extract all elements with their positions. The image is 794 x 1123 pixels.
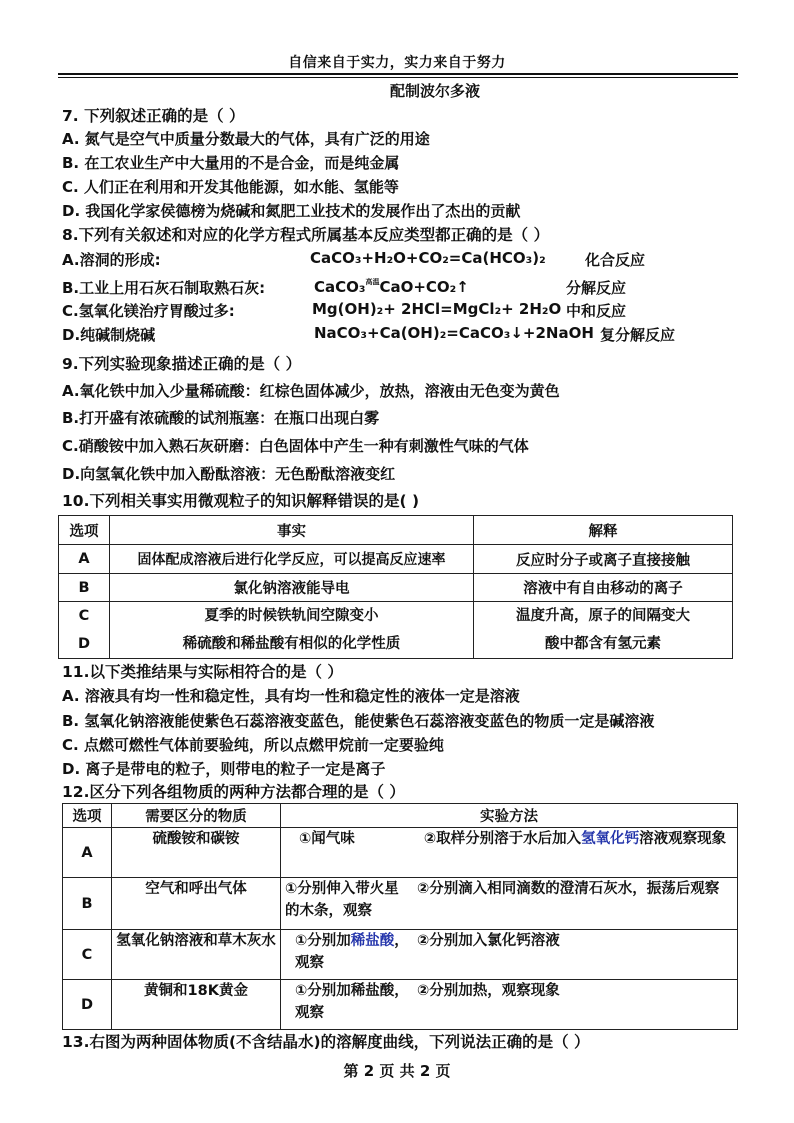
q8-a-desc: A.溶洞的形成: [62, 251, 161, 269]
header-rule [58, 73, 738, 75]
q12-cell: ①分别伸入带火星的木条，观察 [281, 878, 414, 930]
table-row [63, 828, 738, 878]
q10-header-fact: 事实 [110, 516, 474, 545]
q13-stem: 13.右图为两种固体物质(不含结晶水)的溶解度曲线，下列说法正确的是（ ） [62, 1033, 590, 1051]
header-motto: 自信来自于实力，实力来自于努力 [288, 55, 506, 71]
q8-c-type: 中和反应 [566, 302, 627, 320]
q10-cell-facts: 夏季的时候铁轨间空隙变小 稀硫酸和稀盐酸有相似的化学性质 [110, 602, 474, 659]
q11-option-c: C. 点燃可燃性气体前要验纯，所以点燃甲烷前一定要验纯 [62, 736, 444, 754]
q10-cell: 反应时分子或离子直接接触 [474, 545, 733, 574]
q10-header-option: 选项 [59, 516, 110, 545]
q12-cell: C [63, 930, 112, 980]
q11-option-b: B. 氢氧化钠溶液能使紫色石蕊溶液变蓝色，能使紫色石蕊溶液变蓝色的物质一定是碱溶液 [62, 712, 655, 730]
q12-cell: ②取样分别溶于水后加入氢氧化钙溶液观察现象 [413, 828, 738, 878]
q10-table [58, 515, 733, 659]
table-row [59, 545, 733, 574]
q9-stem: 9.下列实验现象描述正确的是（ ） [62, 355, 302, 373]
q7-option-c: C. 人们正在利用和开发其他能源，如水能、氢能等 [62, 178, 399, 196]
q10-cell: 固体配成溶液后进行化学反应，可以提高反应速率 [110, 545, 474, 574]
q12-header-method: 实验方法 [281, 804, 738, 828]
q8-c-equation: Mg(OH)₂+ 2HCl=MgCl₂+ 2H₂O [312, 300, 562, 318]
q12-cell: D [63, 980, 112, 1030]
q11-stem: 11.以下类推结果与实际相符合的是（ ） [62, 663, 343, 681]
q10-header-explanation: 解释 [474, 516, 733, 545]
table-row [59, 574, 733, 602]
q8-a-equation: CaCO₃+H₂O+CO₂=Ca(HCO₃)₂ [310, 249, 546, 267]
q12-cell: 黄铜和18K黄金 [112, 980, 281, 1030]
q12-cell: ①分别加稀盐酸，观察 [281, 930, 414, 980]
q7-option-d: D. 我国化学家侯德榜为烧碱和氮肥工业技术的发展作出了杰出的贡献 [62, 202, 521, 220]
q8-c-desc: C.氢氧化镁治疗胃酸过多: [62, 302, 235, 320]
q10-cell: 溶液中有自由移动的离子 [474, 574, 733, 602]
q12-cell: A [63, 828, 112, 878]
q9-option-d: D.向氢氧化铁中加入酚酞溶液：无色酚酞溶液变红 [62, 465, 396, 483]
condition-label: 高温 [365, 278, 380, 286]
q10-cell-options: C D [59, 602, 110, 659]
q8-b-type: 分解反应 [566, 279, 627, 297]
q12-cell: B [63, 878, 112, 930]
continued-line: 配制波尔多液 [390, 82, 481, 100]
q12-cell: ②分别滴入相同滴数的澄清石灰水，振荡后观察 [413, 878, 738, 930]
q12-cell: 氢氧化钠溶液和草木灰水 [112, 930, 281, 980]
q8-d-desc: D.纯碱制烧碱 [62, 326, 156, 344]
q7-option-a: A. 氮气是空气中质量分数最大的气体，具有广泛的用途 [62, 130, 430, 148]
q10-cell: A [59, 545, 110, 574]
q8-a-type: 化合反应 [585, 251, 646, 269]
q11-option-a: A. 溶液具有均一性和稳定性，具有均一性和稳定性的液体一定是溶液 [62, 687, 520, 705]
q10-stem: 10.下列相关事实用微观粒子的知识解释错误的是( ) [62, 492, 420, 510]
q12-stem: 12.区分下列各组物质的两种方法都合理的是（ ） [62, 783, 405, 801]
table-row-merged [59, 602, 733, 659]
q8-stem: 8.下列有关叙述和对应的化学方程式所属基本反应类型都正确的是（ ） [62, 226, 550, 244]
q8-d-type: 复分解反应 [600, 326, 676, 344]
q12-header-option: 选项 [63, 804, 112, 828]
q7-option-b: B. 在工农业生产中大量用的不是合金，而是纯金属 [62, 154, 400, 172]
highlight-term: 氢氧化钙 [581, 831, 640, 847]
q12-cell: 硫酸铵和碳铵 [112, 828, 281, 878]
table-row [63, 980, 738, 1030]
q12-cell: ①闻气味 [281, 828, 414, 878]
table-row [63, 878, 738, 930]
q12-cell: 空气和呼出气体 [112, 878, 281, 930]
q8-b-desc: B.工业上用石灰石制取熟石灰: [62, 279, 266, 297]
table-row [63, 930, 738, 980]
q8-b-equation: CaCO₃$^{高温}$CaO+CO₂↑ [314, 278, 469, 296]
q9-option-b: B.打开盛有浓硫酸的试剂瓶塞：在瓶口出现白雾 [62, 409, 380, 427]
q9-option-c: C.硝酸铵中加入熟石灰研磨：白色固体中产生一种有刺激性气味的气体 [62, 437, 529, 455]
highlight-term: 稀盐酸 [350, 933, 395, 949]
page-footer: 第 2 页 共 2 页 [343, 1062, 451, 1080]
header-rule-thin [58, 77, 738, 78]
q10-cell-explanations: 温度升高，原子的间隔变大 酸中都含有氢元素 [474, 602, 733, 659]
q9-option-a: A.氧化铁中加入少量稀硫酸：红棕色固体减少，放热，溶液由无色变为黄色 [62, 382, 560, 400]
q10-cell: B [59, 574, 110, 602]
q12-table [62, 803, 738, 1030]
q12-cell: ②分别加热，观察现象 [413, 980, 738, 1030]
q8-d-equation: NaCO₃+Ca(OH)₂=CaCO₃↓+2NaOH [314, 324, 594, 342]
q11-option-d: D. 离子是带电的粒子，则带电的粒子一定是离子 [62, 760, 386, 778]
q12-header-substance: 需要区分的物质 [112, 804, 281, 828]
q12-cell: ①分别加稀盐酸，观察 [281, 980, 414, 1030]
q12-cell: ②分别加入氯化钙溶液 [413, 930, 738, 980]
q7-stem: 7. 下列叙述正确的是（ ） [62, 107, 245, 125]
q10-cell: 氯化钠溶液能导电 [110, 574, 474, 602]
